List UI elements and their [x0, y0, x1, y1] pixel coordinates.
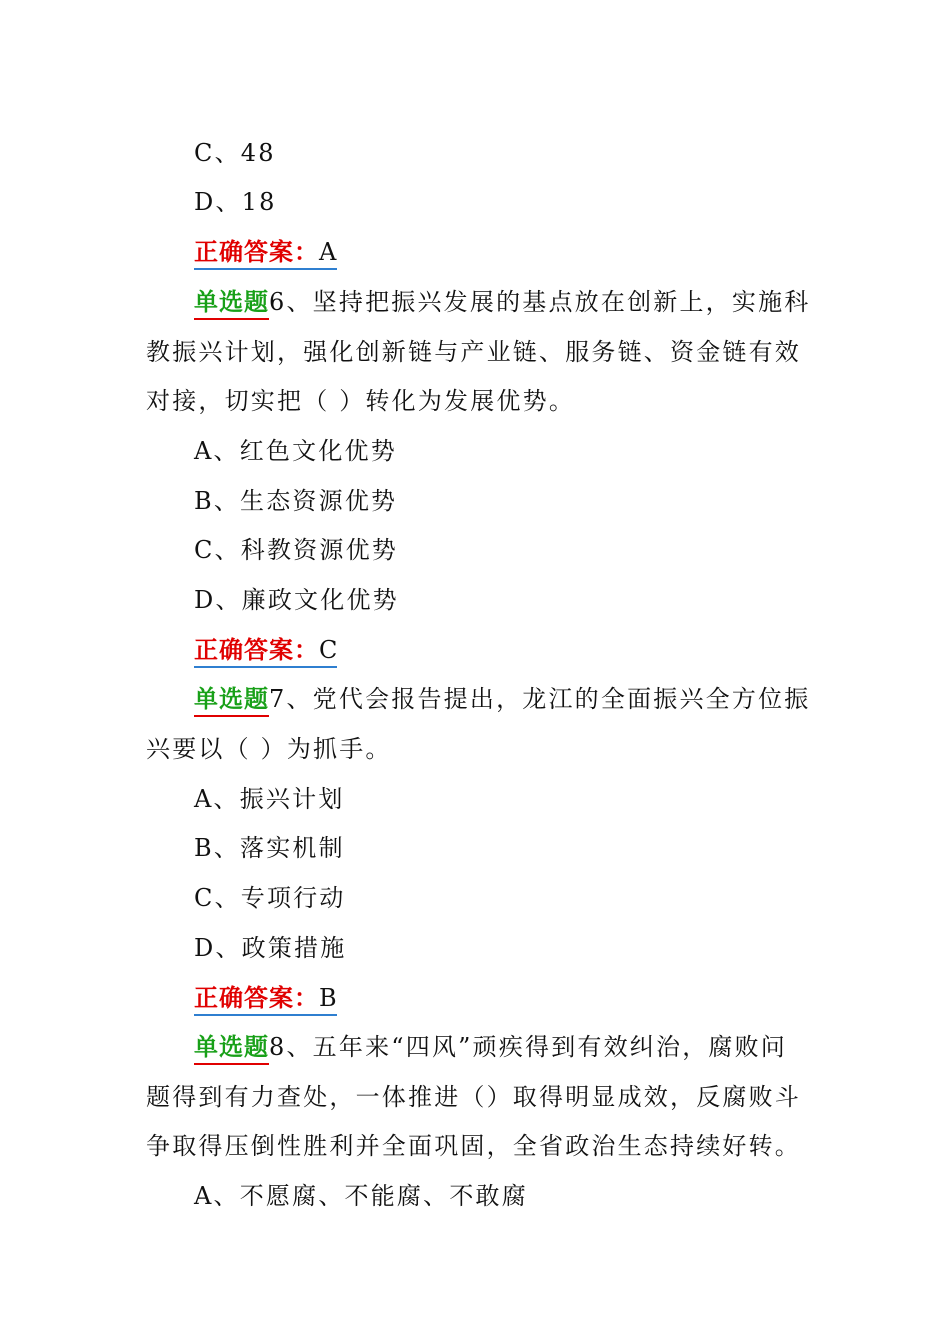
answer-value: A: [319, 238, 339, 266]
question-type-label: 单选题: [194, 684, 269, 713]
answer-value: C: [319, 636, 340, 664]
answer-label: 正确答案：: [194, 983, 319, 1012]
question-line: [194, 684, 810, 714]
question-text-continued: 教振兴计划，强化创新链与产业链、服务链、资金链有效: [146, 338, 801, 366]
question-text: 8、五年来“四风”顽疾得到有效纠治，腐败问: [269, 1033, 788, 1061]
question-line: [194, 287, 810, 317]
answer-line: [194, 635, 340, 665]
question-line: [194, 1032, 787, 1062]
question-text-continued: 兴要以（ ）为抓手。: [146, 735, 392, 763]
question-text: 7、党代会报告提出，龙江的全面振兴全方位振: [269, 685, 811, 713]
option-d: D、廉政文化优势: [194, 586, 399, 614]
option-c: C、48: [194, 139, 276, 167]
answer-value: B: [319, 984, 339, 1012]
option-b: B、生态资源优势: [194, 487, 398, 515]
option-a: A、红色文化优势: [194, 437, 397, 465]
answer-line: [194, 237, 339, 267]
option-b: B、落实机制: [194, 834, 345, 862]
option-a: A、振兴计划: [194, 785, 345, 813]
question-text-continued: 对接，切实把（ ）转化为发展优势。: [146, 387, 576, 415]
question-text-continued: 争取得压倒性胜利并全面巩固，全省政治生态持续好转。: [146, 1132, 801, 1160]
option-c: C、专项行动: [194, 884, 346, 912]
question-text-continued: 题得到有力查处，一体推进（）取得明显成效，反腐败斗: [146, 1083, 801, 1111]
question-type-label: 单选题: [194, 287, 269, 316]
answer-label: 正确答案：: [194, 635, 319, 664]
option-d: D、政策措施: [194, 934, 347, 962]
question-text: 6、坚持把振兴发展的基点放在创新上，实施科: [269, 288, 811, 316]
answer-label: 正确答案：: [194, 237, 319, 266]
option-d: D、18: [194, 188, 277, 216]
question-type-label: 单选题: [194, 1032, 269, 1061]
option-a: A、不愿腐、不能腐、不敢腐: [194, 1182, 528, 1210]
answer-line: [194, 983, 339, 1013]
option-c: C、科教资源优势: [194, 536, 398, 564]
